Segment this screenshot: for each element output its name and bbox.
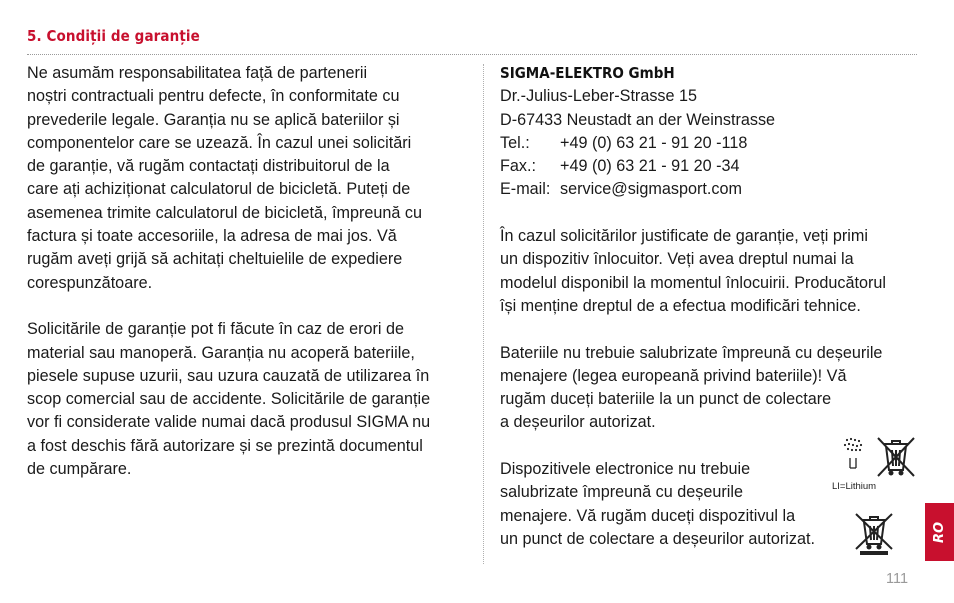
phone-value: +49 (0) 63 21 - 91 20 -118 [560,133,748,152]
text-line: În cazul solicitărilor justificate de garanție, veți primi [500,227,868,246]
text-line: își menține dreptul de a efectua modificări tehnice. [500,296,861,315]
text-line: Ne asumăm responsabilitatea față de partenerii [27,64,368,82]
column-divider [483,64,484,564]
text-line: a deșeurilor autorizat. [500,413,656,432]
address-street: Dr.-Julius-Leber-Strasse 15 [500,87,698,106]
fax-row [500,155,886,178]
email-label: E-mail: [500,180,551,199]
battery-icon [838,436,870,476]
text-line: a fost deschis fără autorizare și se prezintă documentul [27,436,423,455]
text-line: corespunzătoare. [27,273,153,292]
text-line: menajere (legea europeană privind bateriile)! Vă [500,366,847,385]
text-line: material sau manoperă. Garanția nu acoperă bateriile, [27,343,415,362]
electronics-paragraph [500,458,886,551]
lithium-label: LI=Lithium [832,481,877,492]
fax-label: Fax.: [500,157,536,176]
text-line: asemenea trimite calculatorul de bicicletă, împreună cu [27,203,422,222]
address-city: D-67433 Neustadt an der Weinstrasse [500,110,776,129]
crossed-bin-icon [874,436,918,478]
replacement-paragraph [500,225,886,318]
text-line: factura și toate accesoriile, la adresa de mai jos. Vă [27,227,397,246]
crossed-bin-icon [852,511,896,555]
text-line: piesele supuse uzurii, sau uzura cauzată de utilizarea în [27,366,430,385]
text-line: componentelor care se uzează. În cazul unei solicitări [27,133,412,152]
text-line: prevederile legale. Garanția nu se aplică bateriilor și [27,110,400,129]
section-heading: 5. Condiții de garanție [27,27,200,45]
text-line: rugăm duceți bateriile la un punct de colectare [500,390,832,409]
language-tab [925,503,954,561]
text-line: de garanție, vă rugăm contactați distribuitorul de la [27,157,390,176]
right-column [500,62,886,551]
text-line: salubrizate împreună cu deșeurile [500,483,743,502]
left-column [27,62,430,481]
text-line: scop comercial sau de accidente. Solicitările de garanție [27,390,431,409]
page-number: 111 [886,571,909,587]
text-line: un dispozitiv înlocuitor. Veți avea dreptul numai la [500,250,854,269]
text-line: modelul disponibil la momentul înlocuirii. Producătorul [500,273,886,292]
phone-row [500,132,886,155]
warranty-paragraph-1 [27,62,430,295]
text-line: menajere. Vă rugăm duceți dispozitivul la [500,506,796,525]
language-code: RO [932,521,947,543]
text-line: rugăm aveți grijă să achitați cheltuielile de expediere [27,250,403,269]
text-line: un punct de colectare a deșeurilor autorizat. [500,529,815,548]
email-row [500,178,886,201]
phone-label: Tel.: [500,133,530,152]
text-line: Bateriile nu trebuie salubrizate împreună cu deșeurile [500,343,883,362]
company-address [500,62,886,202]
fax-value: +49 (0) 63 21 - 91 20 -34 [560,157,740,176]
batteries-paragraph [500,342,886,435]
text-line: care ați achiziționat calculatorul de bicicletă. Puteți de [27,180,411,199]
text-line: de cumpărare. [27,460,132,479]
text-line: vor fi considerate valide numai dacă produsul SIGMA nu [27,413,431,432]
text-line: noștri contractuali pentru defecte, în conformitate cu [27,87,400,106]
text-line: Dispozitivele electronice nu trebuie [500,460,751,479]
email-value: service@sigmasport.com [560,180,742,199]
text-line: Solicitările de garanție pot fi făcute în caz de erori de [27,320,405,339]
heading-divider [27,54,917,55]
company-name: SIGMA-ELEKTRO GmbH [500,64,675,82]
warranty-paragraph-2 [27,318,430,481]
